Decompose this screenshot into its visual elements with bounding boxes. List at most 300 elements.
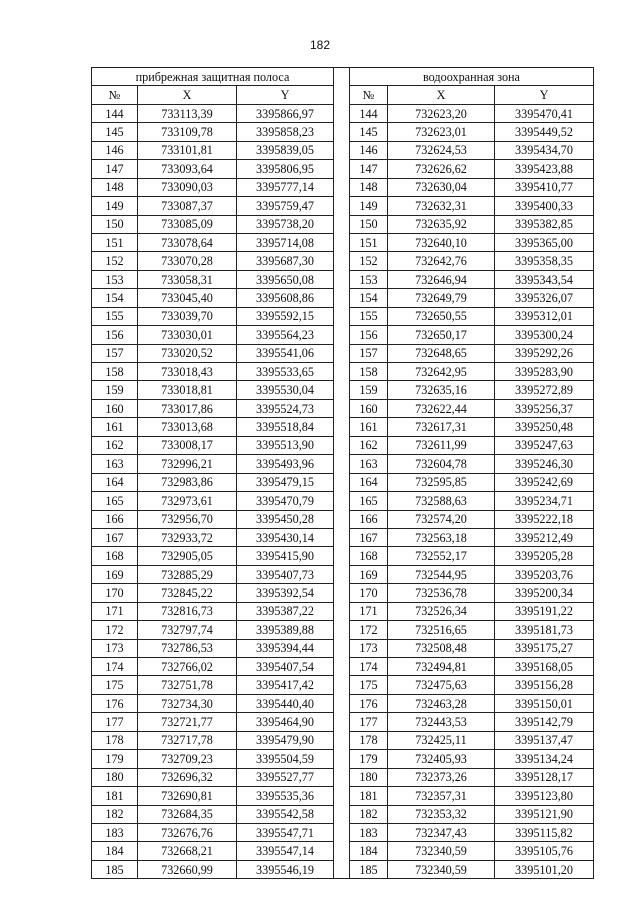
right-coord-y-cell: 3395191,22 [495,602,594,620]
column-gap [334,492,350,510]
left-point-number-cell: 181 [92,787,138,805]
table-row [92,418,594,436]
right-coord-y-cell: 3395234,71 [495,492,594,510]
right-coord-y-cell: 3395200,34 [495,584,594,602]
left-coord-y-cell: 3395687,30 [237,252,334,270]
right-coord-x-cell: 732630,04 [388,178,495,196]
left-point-number-cell: 157 [92,344,138,362]
table-row [92,178,594,196]
left-coord-x-cell: 732734,30 [138,694,237,712]
table-row [92,565,594,583]
right-coord-x-cell: 732563,18 [388,528,495,546]
left-coord-y-cell: 3395714,08 [237,233,334,251]
column-gap [334,252,350,270]
column-gap [334,141,350,159]
right-coord-x-cell: 732623,01 [388,123,495,141]
left-coord-x-cell: 733020,52 [138,344,237,362]
left-point-number-cell: 180 [92,768,138,786]
right-coord-y-cell: 3395101,20 [495,860,594,878]
right-coord-x-cell: 732640,10 [388,233,495,251]
left-point-number-cell: 174 [92,658,138,676]
left-coord-y-cell: 3395806,95 [237,160,334,178]
right-coord-y-cell: 3395247,63 [495,436,594,454]
left-point-number-cell: 160 [92,399,138,417]
left-coord-y-cell: 3395513,90 [237,436,334,454]
table-row [92,141,594,159]
right-point-number-cell: 165 [350,492,388,510]
left-coord-x-cell: 732690,81 [138,787,237,805]
left-point-number-cell: 171 [92,602,138,620]
table-row [92,676,594,694]
table-row [92,252,594,270]
column-gap [334,750,350,768]
left-point-number-cell: 162 [92,436,138,454]
right-coord-x-cell: 732526,34 [388,602,495,620]
right-coord-x-cell: 732347,43 [388,823,495,841]
right-coord-y-cell: 3395470,41 [495,104,594,122]
left-coord-x-cell: 733078,64 [138,233,237,251]
left-coord-x-cell: 732845,22 [138,584,237,602]
left-point-number-cell: 152 [92,252,138,270]
column-gap [334,658,350,676]
column-gap [334,104,350,122]
table-row [92,510,594,528]
left-section-title: прибрежная защитная полоса [92,68,334,86]
right-coord-y-cell: 3395312,01 [495,307,594,325]
right-point-number-cell: 173 [350,639,388,657]
right-point-number-cell: 145 [350,123,388,141]
right-coord-x-cell: 732357,31 [388,787,495,805]
right-point-number-cell: 181 [350,787,388,805]
column-gap [334,842,350,860]
right-coord-y-cell: 3395242,69 [495,473,594,491]
left-coord-y-cell: 3395759,47 [237,197,334,215]
left-coord-x-cell: 733109,78 [138,123,237,141]
left-coord-x-cell: 733058,31 [138,270,237,288]
left-coord-y-cell: 3395546,19 [237,860,334,878]
table-row [92,492,594,510]
right-point-number-cell: 174 [350,658,388,676]
right-coord-x-cell: 732508,48 [388,639,495,657]
left-point-number-cell: 150 [92,215,138,233]
table-row [92,602,594,620]
right-coord-y-cell: 3395410,77 [495,178,594,196]
left-coord-y-cell: 3395415,90 [237,547,334,565]
left-point-number-cell: 164 [92,473,138,491]
right-coord-x-cell: 732443,53 [388,713,495,731]
column-gap [334,233,350,251]
table-row [92,307,594,325]
right-point-number-cell: 175 [350,676,388,694]
left-coord-x-cell: 732816,73 [138,602,237,620]
right-coord-y-cell: 3395343,54 [495,270,594,288]
left-coord-y-cell: 3395394,44 [237,639,334,657]
right-point-number-cell: 157 [350,344,388,362]
left-point-number-cell: 177 [92,713,138,731]
left-point-number-cell: 166 [92,510,138,528]
right-coord-y-cell: 3395434,70 [495,141,594,159]
left-coord-y-cell: 3395389,88 [237,621,334,639]
left-coord-y-cell: 3395407,73 [237,565,334,583]
left-coord-y-cell: 3395527,77 [237,768,334,786]
left-point-number-cell: 182 [92,805,138,823]
table-row [92,436,594,454]
right-coord-x-cell: 732611,99 [388,436,495,454]
right-coord-x-cell: 732635,16 [388,381,495,399]
table-row [92,289,594,307]
table-row [92,621,594,639]
right-coord-x-cell: 732642,76 [388,252,495,270]
left-coord-x-cell: 732885,29 [138,565,237,583]
right-coord-x-cell: 732642,95 [388,363,495,381]
right-point-number-cell: 185 [350,860,388,878]
right-point-number-cell: 159 [350,381,388,399]
column-gap [334,805,350,823]
column-gap [334,768,350,786]
table-row [92,270,594,288]
column-gap [334,197,350,215]
table-row [92,381,594,399]
column-gap [334,621,350,639]
section-title-row [92,68,594,86]
column-gap [334,860,350,878]
left-coord-x-cell: 732676,76 [138,823,237,841]
left-coord-x-cell: 732709,23 [138,750,237,768]
left-point-number-cell: 158 [92,363,138,381]
right-coord-x-cell: 732552,17 [388,547,495,565]
left-coord-x-cell: 732956,70 [138,510,237,528]
right-point-number-cell: 162 [350,436,388,454]
column-gap [334,565,350,583]
right-coord-y-cell: 3395283,90 [495,363,594,381]
left-coord-y-cell: 3395450,28 [237,510,334,528]
left-coord-y-cell: 3395839,05 [237,141,334,159]
left-coord-y-cell: 3395392,54 [237,584,334,602]
right-coord-y-cell: 3395181,73 [495,621,594,639]
right-coord-y-cell: 3395365,00 [495,233,594,251]
table-row [92,363,594,381]
right-point-number-cell: 153 [350,270,388,288]
left-coord-x-cell: 732786,53 [138,639,237,657]
left-header-number: № [92,86,138,104]
left-point-number-cell: 161 [92,418,138,436]
right-coord-x-cell: 732494,81 [388,658,495,676]
left-point-number-cell: 185 [92,860,138,878]
column-gap [334,528,350,546]
right-point-number-cell: 167 [350,528,388,546]
right-point-number-cell: 177 [350,713,388,731]
right-coord-x-cell: 732340,59 [388,842,495,860]
left-point-number-cell: 153 [92,270,138,288]
right-point-number-cell: 163 [350,455,388,473]
table-row [92,547,594,565]
left-coord-y-cell: 3395504,59 [237,750,334,768]
right-coord-x-cell: 732544,95 [388,565,495,583]
right-point-number-cell: 147 [350,160,388,178]
right-coord-x-cell: 732632,31 [388,197,495,215]
right-point-number-cell: 180 [350,768,388,786]
left-point-number-cell: 179 [92,750,138,768]
left-coord-y-cell: 3395866,97 [237,104,334,122]
right-point-number-cell: 161 [350,418,388,436]
right-coord-x-cell: 732635,92 [388,215,495,233]
column-gap [334,344,350,362]
right-coord-x-cell: 732623,20 [388,104,495,122]
left-coord-y-cell: 3395535,36 [237,787,334,805]
column-gap [334,510,350,528]
column-gap [334,86,350,104]
column-gap [334,602,350,620]
right-coord-x-cell: 732604,78 [388,455,495,473]
right-coord-y-cell: 3395222,18 [495,510,594,528]
left-point-number-cell: 168 [92,547,138,565]
table-row [92,399,594,417]
right-point-number-cell: 183 [350,823,388,841]
left-coord-y-cell: 3395470,79 [237,492,334,510]
right-coord-x-cell: 732373,26 [388,768,495,786]
left-coord-y-cell: 3395777,14 [237,178,334,196]
left-coord-x-cell: 732983,86 [138,473,237,491]
right-coord-y-cell: 3395115,82 [495,823,594,841]
right-point-number-cell: 166 [350,510,388,528]
right-point-number-cell: 164 [350,473,388,491]
right-point-number-cell: 154 [350,289,388,307]
right-coord-y-cell: 3395156,28 [495,676,594,694]
left-coord-x-cell: 733093,64 [138,160,237,178]
left-coord-x-cell: 733101,81 [138,141,237,159]
right-coord-x-cell: 732622,44 [388,399,495,417]
right-coord-x-cell: 732588,63 [388,492,495,510]
table-row [92,123,594,141]
left-point-number-cell: 175 [92,676,138,694]
left-header-y: Y [237,86,334,104]
right-coord-y-cell: 3395137,47 [495,731,594,749]
left-coord-y-cell: 3395533,65 [237,363,334,381]
left-coord-x-cell: 732766,02 [138,658,237,676]
left-coord-y-cell: 3395608,86 [237,289,334,307]
right-coord-y-cell: 3395382,85 [495,215,594,233]
left-coord-x-cell: 732996,21 [138,455,237,473]
left-coord-x-cell: 733045,40 [138,289,237,307]
right-coord-x-cell: 732649,79 [388,289,495,307]
column-gap [334,473,350,491]
right-coord-x-cell: 732475,63 [388,676,495,694]
right-coord-x-cell: 732648,65 [388,344,495,362]
column-gap [334,289,350,307]
column-gap [334,215,350,233]
left-coord-y-cell: 3395464,90 [237,713,334,731]
table-row [92,805,594,823]
left-coord-y-cell: 3395417,42 [237,676,334,694]
left-coord-y-cell: 3395524,73 [237,399,334,417]
right-coord-y-cell: 3395358,35 [495,252,594,270]
table-row [92,658,594,676]
table-row [92,197,594,215]
left-coord-x-cell: 733039,70 [138,307,237,325]
right-coord-y-cell: 3395300,24 [495,326,594,344]
right-point-number-cell: 168 [350,547,388,565]
right-point-number-cell: 169 [350,565,388,583]
left-point-number-cell: 147 [92,160,138,178]
right-coord-y-cell: 3395203,76 [495,565,594,583]
right-coord-x-cell: 732626,62 [388,160,495,178]
left-point-number-cell: 149 [92,197,138,215]
left-coord-y-cell: 3395530,04 [237,381,334,399]
right-point-number-cell: 184 [350,842,388,860]
left-coord-x-cell: 733087,37 [138,197,237,215]
left-point-number-cell: 170 [92,584,138,602]
right-point-number-cell: 156 [350,326,388,344]
table-row [92,584,594,602]
coordinates-table [91,67,594,879]
left-coord-x-cell: 733070,28 [138,252,237,270]
column-gap [334,787,350,805]
right-coord-y-cell: 3395256,37 [495,399,594,417]
right-point-number-cell: 176 [350,694,388,712]
left-coord-y-cell: 3395592,15 [237,307,334,325]
right-point-number-cell: 155 [350,307,388,325]
left-coord-y-cell: 3395564,23 [237,326,334,344]
column-gap [334,160,350,178]
right-coord-y-cell: 3395423,88 [495,160,594,178]
column-gap [334,123,350,141]
left-point-number-cell: 165 [92,492,138,510]
right-point-number-cell: 182 [350,805,388,823]
right-point-number-cell: 144 [350,104,388,122]
left-coord-x-cell: 732797,74 [138,621,237,639]
left-coord-y-cell: 3395547,71 [237,823,334,841]
left-point-number-cell: 176 [92,694,138,712]
left-coord-x-cell: 732751,78 [138,676,237,694]
right-coord-x-cell: 732340,59 [388,860,495,878]
left-coord-x-cell: 732973,61 [138,492,237,510]
column-header-row [92,86,594,104]
left-point-number-cell: 146 [92,141,138,159]
right-coord-y-cell: 3395400,33 [495,197,594,215]
right-coord-y-cell: 3395326,07 [495,289,594,307]
left-point-number-cell: 173 [92,639,138,657]
left-coord-y-cell: 3395407,54 [237,658,334,676]
left-coord-x-cell: 733017,86 [138,399,237,417]
left-point-number-cell: 178 [92,731,138,749]
right-coord-x-cell: 732650,55 [388,307,495,325]
right-coord-x-cell: 732405,93 [388,750,495,768]
table-row [92,823,594,841]
right-coord-y-cell: 3395134,24 [495,750,594,768]
right-point-number-cell: 148 [350,178,388,196]
left-coord-x-cell: 732905,05 [138,547,237,565]
right-point-number-cell: 150 [350,215,388,233]
left-coord-x-cell: 733018,81 [138,381,237,399]
left-coord-y-cell: 3395650,08 [237,270,334,288]
right-coord-y-cell: 3395250,48 [495,418,594,436]
column-gap [334,731,350,749]
table-row [92,768,594,786]
right-coord-y-cell: 3395142,79 [495,713,594,731]
left-point-number-cell: 155 [92,307,138,325]
table-row [92,787,594,805]
right-coord-x-cell: 732425,11 [388,731,495,749]
left-point-number-cell: 159 [92,381,138,399]
right-coord-x-cell: 732624,53 [388,141,495,159]
table-row [92,215,594,233]
right-coord-x-cell: 732650,17 [388,326,495,344]
left-coord-x-cell: 733085,09 [138,215,237,233]
page-number: 182 [309,38,331,52]
left-coord-y-cell: 3395440,40 [237,694,334,712]
right-point-number-cell: 152 [350,252,388,270]
right-coord-y-cell: 3395449,52 [495,123,594,141]
left-coord-y-cell: 3395858,23 [237,123,334,141]
table-row [92,731,594,749]
table-row [92,160,594,178]
left-point-number-cell: 145 [92,123,138,141]
left-coord-x-cell: 732721,77 [138,713,237,731]
left-coord-x-cell: 732933,72 [138,528,237,546]
right-point-number-cell: 170 [350,584,388,602]
table-row [92,860,594,878]
left-coord-y-cell: 3395479,90 [237,731,334,749]
right-coord-x-cell: 732463,28 [388,694,495,712]
left-point-number-cell: 148 [92,178,138,196]
table-row [92,326,594,344]
right-coord-y-cell: 3395123,80 [495,787,594,805]
right-coord-y-cell: 3395292,26 [495,344,594,362]
left-point-number-cell: 184 [92,842,138,860]
column-gap [334,694,350,712]
right-coord-y-cell: 3395105,76 [495,842,594,860]
left-coord-y-cell: 3395542,58 [237,805,334,823]
left-point-number-cell: 183 [92,823,138,841]
right-coord-x-cell: 732516,65 [388,621,495,639]
right-coord-y-cell: 3395150,01 [495,694,594,712]
left-coord-x-cell: 733113,39 [138,104,237,122]
column-gap [334,455,350,473]
right-coord-y-cell: 3395121,90 [495,805,594,823]
right-header-y: Y [495,86,594,104]
left-coord-y-cell: 3395479,15 [237,473,334,491]
right-point-number-cell: 171 [350,602,388,620]
right-header-x: X [388,86,495,104]
left-coord-y-cell: 3395387,22 [237,602,334,620]
left-coord-y-cell: 3395430,14 [237,528,334,546]
left-coord-y-cell: 3395738,20 [237,215,334,233]
table-row [92,455,594,473]
column-gap [334,823,350,841]
column-gap [334,326,350,344]
column-gap [334,418,350,436]
left-coord-x-cell: 732696,32 [138,768,237,786]
right-coord-y-cell: 3395175,27 [495,639,594,657]
right-section-title: водоохранная зона [350,68,594,86]
left-point-number-cell: 151 [92,233,138,251]
table-row [92,694,594,712]
left-coord-x-cell: 732684,35 [138,805,237,823]
table-row [92,750,594,768]
column-gap [334,436,350,454]
right-point-number-cell: 160 [350,399,388,417]
column-gap [334,547,350,565]
left-header-x: X [138,86,237,104]
table-row [92,713,594,731]
left-coord-x-cell: 732668,21 [138,842,237,860]
column-gap [334,713,350,731]
left-point-number-cell: 154 [92,289,138,307]
column-gap [334,270,350,288]
column-gap [334,68,350,86]
right-point-number-cell: 146 [350,141,388,159]
column-gap [334,639,350,657]
